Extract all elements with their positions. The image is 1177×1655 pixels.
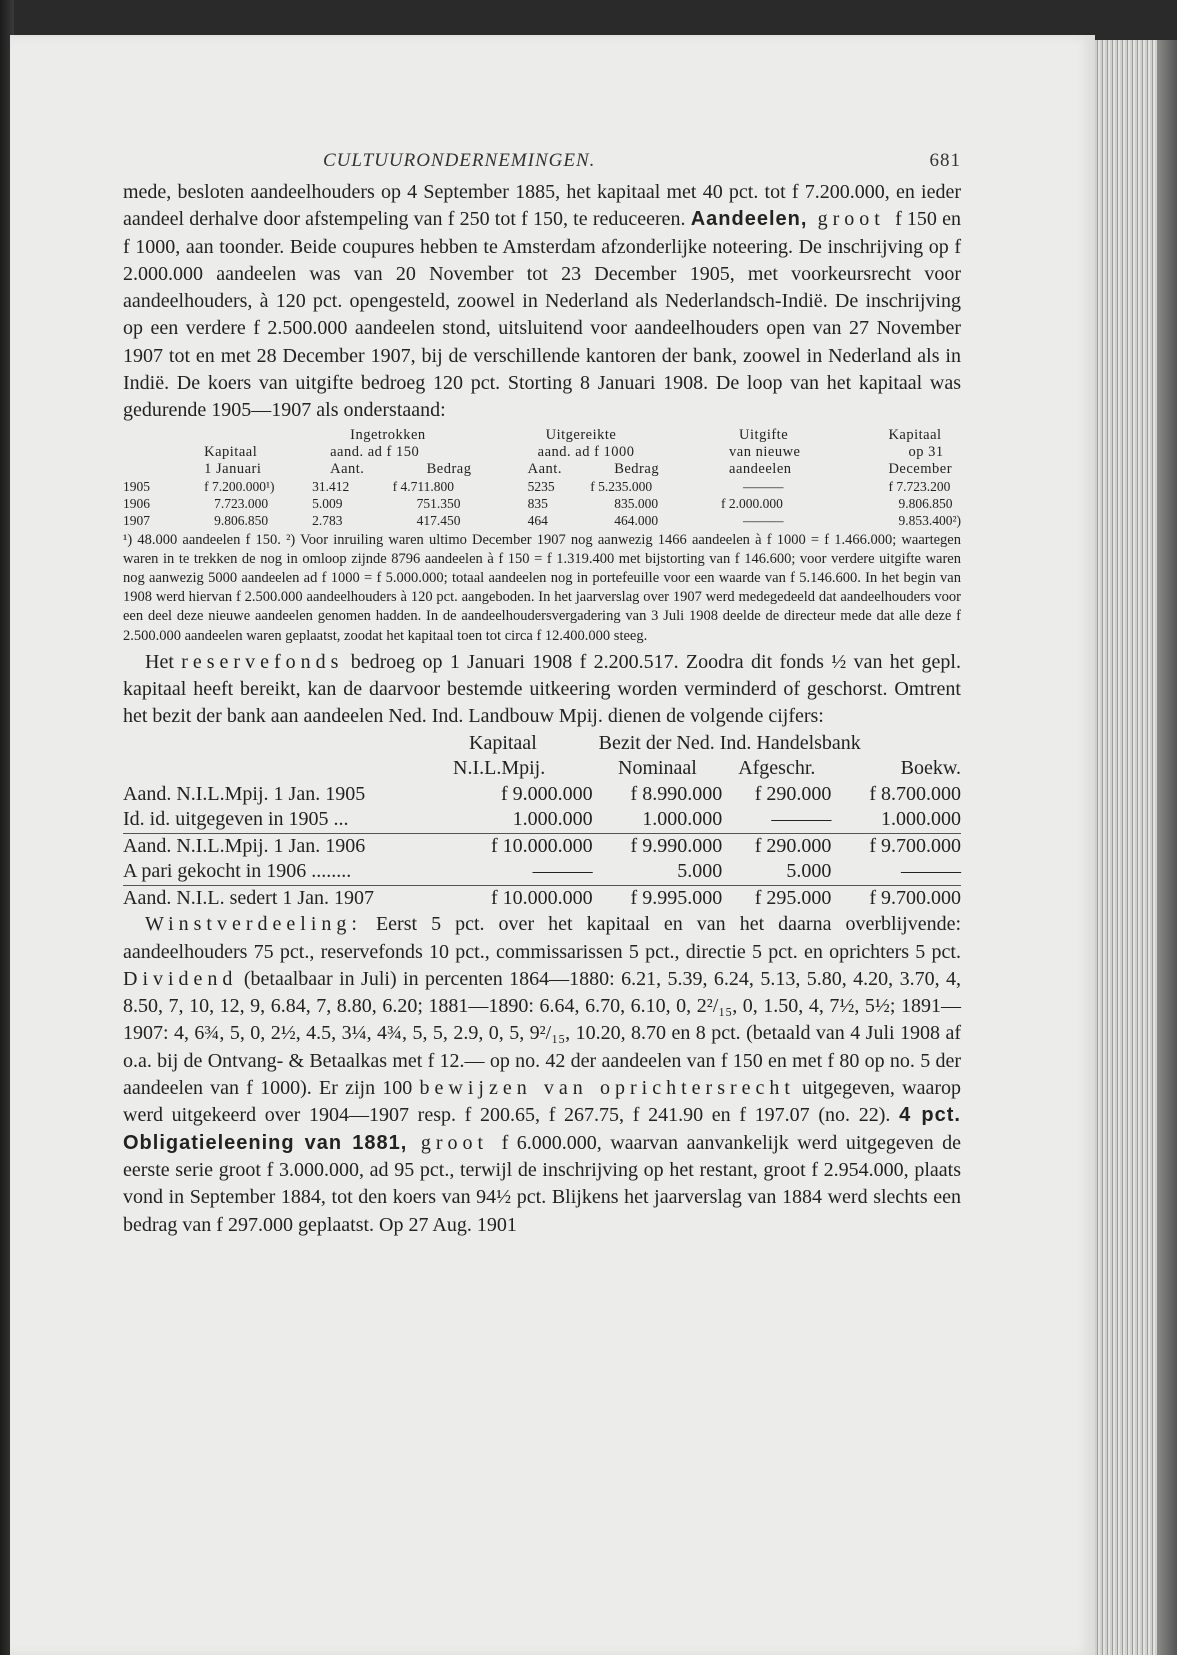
text: mede, besloten aandeelhouders op 4 September 1885, het kapitaal met 40 pct. tot f 7.200.000, en ieder aandeel derhalve door afstempeling van f 250 tot f 150, te reduceeren. [123, 181, 961, 231]
table-header-cell: Kapitaal [888, 426, 942, 443]
table-cell: Aand. N.I.L.Mpij. 1 Jan. 1906 [123, 833, 453, 859]
paragraph-capital [123, 179, 961, 425]
table-header-cell: Bezit der Ned. Ind. Handelsbank [598, 731, 861, 754]
table-cell: 9.806.850 [898, 495, 953, 511]
text: (betaalbaar in Juli) in percenten 1864—1880: 6.21, 5.39, 6.24, 5.13, 5.80, 4.20, 3.70, 4, 8.50, 7, 10, 12, 9, 6.84, 7, 8.80, 6.20; 1881—1890: 6.64, 6.70, 6.10, 0, 2²/₁₅, 0, 1.50, 4, 7½, 5½; 1891—1907: 4, 6¾, 5, 0, 2½, 4.5, 3¼, 4¾, 5, 5, 2.9, 0, 5, 9²/₁₅, 10.20, 8.70 en 8 pct. (betaald van 4 Juli 1908 af o.a. bij de Ontvang- & Betaalkas met f 12.— op no. 42 der aandeelen van f 150 en met f 80 op no. 5 der aandeelen van f 1000). Er zijn 100 [123, 967, 961, 1100]
running-title: CULTUURONDERNEMINGEN. [323, 150, 596, 171]
table-cell: 5.000 [786, 860, 832, 883]
table-cell: ——— [771, 808, 832, 831]
text: bedroeg op 1 Januari 1908 f 2.200.517. Zoodra dit fonds ½ van het gepl. kapitaal heeft bereikt, kan de daarvoor bestemde uitkeering worden verminderd of geschorst. Omtrent het bezit der bank aan aandeelen Ned. Ind. Landbouw Mpij. dienen de volgende cijfers: [123, 650, 961, 728]
table-cell: Aand. N.I.L.Mpij. 1 Jan. 1905 [123, 782, 366, 805]
table-header-cell: December [888, 460, 953, 477]
table-header-cell: Bedrag [426, 460, 472, 477]
table-cell: f 295.000 [722, 885, 831, 911]
table-cell: 1905 [123, 478, 150, 494]
table-cell: f 9.995.000 [593, 885, 723, 911]
table-header-cell: Kapitaal [204, 443, 258, 460]
page-edges [1095, 40, 1177, 1655]
table-row [123, 859, 961, 885]
table-cell: 464 [527, 512, 548, 528]
table-header-cell [123, 731, 453, 757]
table-header-cell: Uitgereikte [545, 426, 617, 443]
footnotes: ¹) 48.000 aandeelen f 150. ²) Voor inruiling waren ultimo December 1907 nog aanwezig 1466 aandeelen à f 1000 = f 1.466.000; waartegen waren in te trekken de nog in omloop zijnde 8796 aandeelen à f 150 = f 1.319.400 met bijstorting van f 146.600; voor verdere uitgifte waren nog aanwezig 5000 aandeelen ad f 1000 = f 5.000.000; totaal aandeelen nog in portefeuille voor een waarde van f 5.146.600. In het begin van 1908 werd hiervan f 2.500.000 aandeelhouders à 120 pct. aangeboden. In het jaarverslag over 1907 werd medegedeeld dat aandeelhouders voor een deel deze nieuwe aandeelen genomen hadden. In de aandeelhoudersvergadering van 3 Juli 1908 deelde de directeur mede dat alle deze f 2.500.000 aandeelen waren geplaatst, zoodat het kapitaal toen tot circa f 12.400.000 steeg. [123, 531, 961, 644]
spaced-heading-oprichtersrecht: bewijzen van oprichtersrecht [419, 1077, 795, 1100]
table-cell: f 290.000 [722, 833, 831, 859]
table-header-cell [123, 756, 453, 782]
table-header-cell: Nominaal [618, 757, 697, 780]
table-cell: f 290.000 [754, 782, 832, 805]
table-header-row [123, 756, 961, 782]
table-cell: 835 [527, 495, 548, 511]
table-header-cell: Ingetrokken [350, 426, 426, 443]
table-cell: f 9.700.000 [831, 885, 961, 911]
table-cell: f 10.000.000 [453, 885, 593, 911]
table-header-row [123, 444, 961, 461]
table-header-cell [123, 444, 204, 461]
table-cell: f 8.990.000 [630, 782, 723, 805]
holdings-table [123, 731, 961, 912]
table-cell: 2.783 [312, 512, 343, 528]
table-cell: 5.009 [312, 495, 343, 511]
text: f 6.000.000, waarvan aanvankelijk werd uitgegeven de eerste serie groot f 3.000.000, ad 95 pct., terwijl de inschrijving op het restant, groot f 2.954.000, plaats vond in September 1884, tot den koers van 94½ pct. Blijkens het jaarverslag van 1884 werd slechts een bedrag van f 297.000 geplaatst. Op 27 Aug. 1901 [123, 1131, 961, 1236]
table-cell: f 7.200.000¹) [204, 478, 275, 494]
table-cell: 1.000.000 [642, 808, 723, 831]
table-cell: 1906 [123, 495, 150, 511]
table-header-row [123, 461, 961, 478]
table-header-row [123, 427, 961, 444]
table-cell: 417.450 [416, 512, 461, 528]
table-cell: 751.350 [416, 495, 461, 511]
table-header-cell: Boekw. [900, 757, 961, 780]
table-header-row [123, 731, 961, 757]
table-cell: 835.000 [614, 495, 659, 511]
table-cell: f 7.723.200 [888, 478, 951, 494]
text: Het [145, 650, 182, 673]
table-cell: f 5.235.000 [590, 478, 653, 494]
table-cell: 1907 [123, 512, 150, 528]
table-header-cell: 1 Januari [204, 460, 262, 477]
table-cell: f 2.000.000 [721, 495, 783, 511]
paragraph-profit-distribution [123, 911, 961, 1239]
table-header-cell: Kapitaal [469, 731, 537, 754]
spaced-text: groot [407, 1131, 502, 1154]
spaced-heading-winstverdeeling: Winstverdeeling: [145, 913, 362, 936]
page-number: 681 [929, 150, 961, 171]
table-header-cell: aand. ad f 150 [330, 443, 420, 460]
table-cell: A pari gekocht in 1906 ........ [123, 860, 352, 883]
table-row [123, 885, 961, 911]
table-header-cell: N.I.L.Mpij. [453, 757, 546, 780]
table-cell: f 8.700.000 [869, 782, 961, 805]
table-header-cell [204, 427, 312, 444]
table-row [123, 512, 961, 529]
table-cell: 7.723.000 [214, 495, 269, 511]
table-header-cell: Bedrag [614, 460, 660, 477]
table-header-cell [123, 427, 204, 444]
table-cell: Aand. N.I.L. sedert 1 Jan. 1907 [123, 885, 453, 911]
page-content [123, 145, 961, 1239]
table-cell: 9.806.850 [214, 512, 269, 528]
table-cell: f 9.990.000 [593, 833, 723, 859]
table-cell: f 9.700.000 [831, 833, 961, 859]
table-cell: 31.412 [312, 478, 350, 494]
table-header-cell: op 31 [908, 443, 944, 460]
table-header-cell: Uitgifte [739, 426, 789, 443]
bold-heading-aandeelen: Aandeelen, [690, 208, 808, 231]
table-cell: 1.000.000 [512, 808, 593, 831]
table-header-cell: aandeelen [729, 460, 792, 477]
paragraph-reserve [123, 649, 961, 731]
table-row [123, 478, 961, 495]
text: Eerst 5 pct. over het kapitaal en van het daarna overblijvende: aandeelhouders 75 pct., reservefonds 10 pct., commissarissen 5 pct., directie 5 pct. en oprichters 5 pct. [123, 913, 961, 963]
table-row [123, 782, 961, 808]
table-header-cell: van nieuwe [729, 443, 801, 460]
table-header-cell: Aant. [527, 460, 562, 477]
bold-heading-obligatieleening: 4 pct. Obligatieleening van 1881, [123, 1104, 961, 1154]
table-cell: ——— [743, 478, 784, 494]
table-row [123, 495, 961, 512]
table-header-cell [123, 461, 204, 478]
table-cell: ——— [532, 860, 593, 883]
table-cell: f 9.000.000 [500, 782, 593, 805]
table-cell: 464.000 [614, 512, 659, 528]
table-header-cell: aand. ad f 1000 [537, 443, 635, 460]
table-cell: 1.000.000 [881, 808, 961, 831]
capital-table [123, 427, 961, 529]
page-header [123, 145, 961, 179]
table-header-cell: Aant. [330, 460, 365, 477]
table-header-cell: Afgeschr. [738, 757, 816, 780]
table-cell: f 4.711.800 [392, 478, 454, 494]
spaced-text: groot [807, 208, 896, 231]
table-cell: 5235 [527, 478, 555, 494]
table-cell: ——— [901, 860, 961, 883]
spaced-heading-dividend: Dividend [123, 967, 238, 990]
table-cell: 9.853.400²) [898, 512, 961, 528]
table-cell: Id. id. uitgegeven in 1905 ... [123, 808, 349, 831]
table-cell: f 10.000.000 [453, 833, 593, 859]
table-cell: 5.000 [677, 860, 723, 883]
table-cell: ——— [743, 512, 784, 528]
spaced-text: reservefonds [181, 650, 344, 673]
table-row [123, 833, 961, 859]
text: uitgegeven, waarop werd uitgekeerd over 1904—1907 resp. f 200.65, f 267.75, f 241.90 en f 197.07 (no. 22). [123, 1077, 961, 1127]
table-row [123, 807, 961, 833]
text: f 150 en f 1000, aan toonder. Beide coupures hebben te Amsterdam afzonderlijke noteering. De inschrijving op f 2.000.000 aandeelen was van 20 November tot 23 December 1905, met voorkeursrecht voor aandeelhouders, à 120 pct. opengesteld, zoowel in Nederland als Nederlandsch-Indië. De inschrijving op een verdere f 2.500.000 aandeelen stond, uitsluitend voor aandeelhouders open van 27 November 1907 tot en met 28 December 1907, bij de verschillende kantoren der bank, zoowel in Nederland als in Indië. De koers van uitgifte bedroeg 120 pct. Storting 8 Januari 1908. De loop van het kapitaal was gedurende 1905—1907 als onderstaand: [123, 208, 961, 422]
